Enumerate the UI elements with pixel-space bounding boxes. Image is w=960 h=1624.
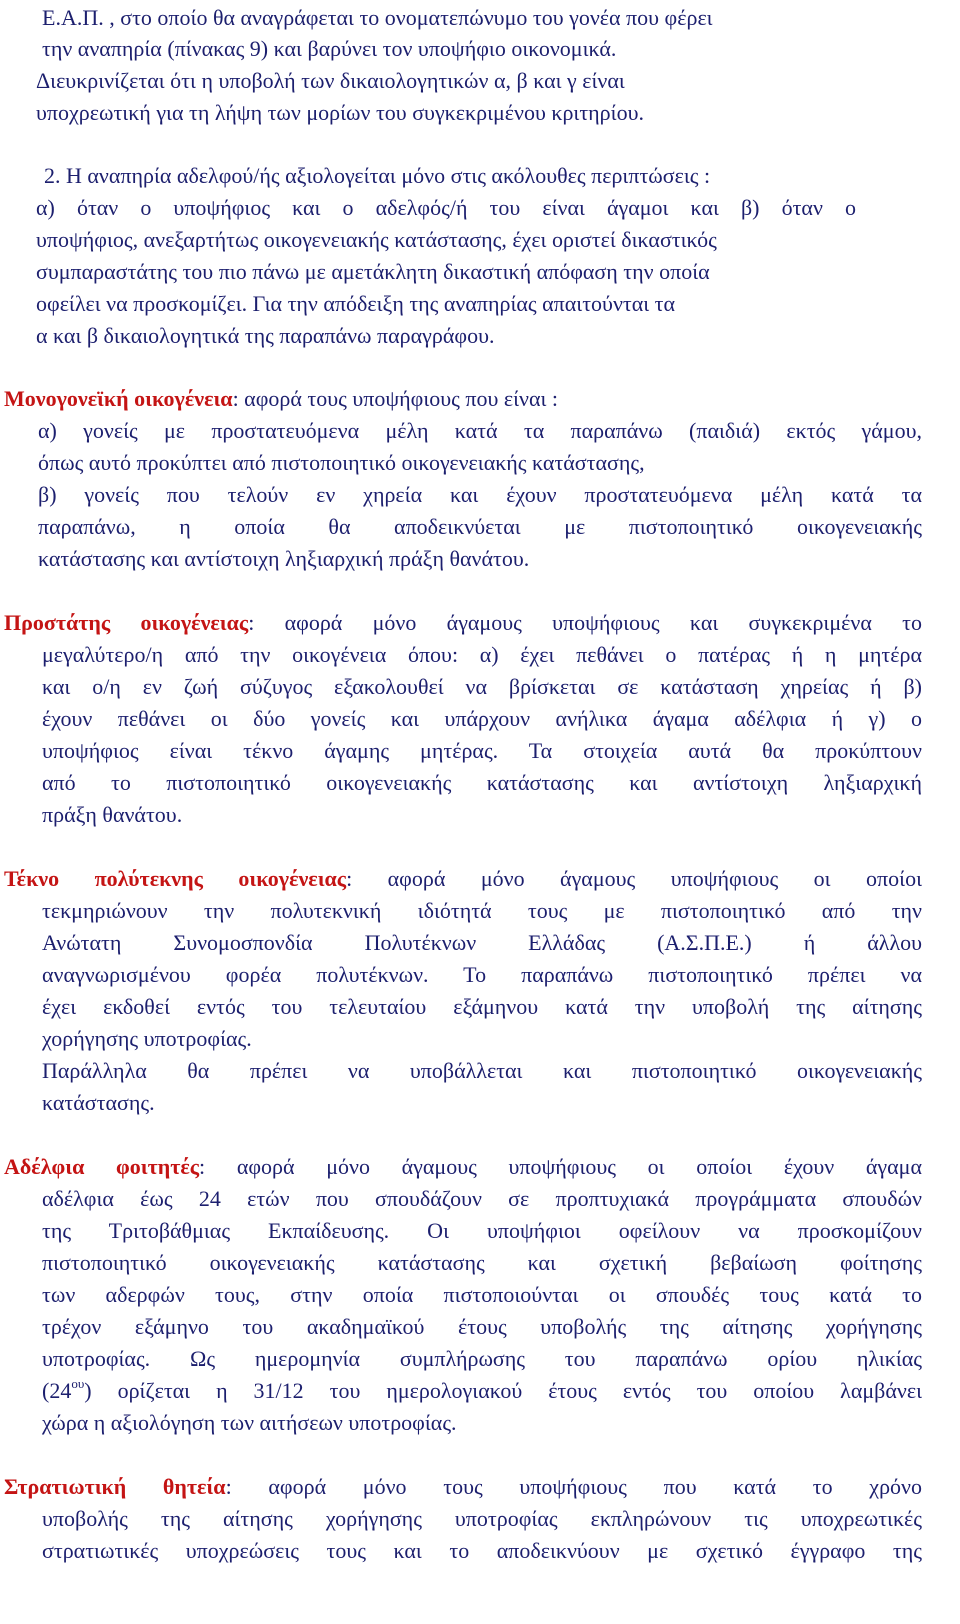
text-line: β) γονείς που τελούν εν χηρεία και έχουν προστατευόμενα μέλη κατά τα [38,482,922,507]
text-line: την αναπηρία (πίνακας 9) και βαρύνει τον υποψήφιο οικονομικά. [42,36,617,61]
section-first-line [4,1151,922,1183]
text-line: αναγνωρισμένου φορέα πολυτέκνων. Το παραπάνω πιστοποιητικό πρέπει να [42,962,922,987]
section-first-line [4,863,922,895]
section-intro-text: : αφορά μόνο άγαμους υποψήφιους οι οποίοι [346,866,922,891]
text-line: πράξη θανάτου. [42,802,183,827]
text-line: οφείλει να προσκομίζει. Για την απόδειξη της αναπηρίας απαιτούνται τα [36,291,676,316]
text-line: μεγαλύτερο/η από την οικογένεια όπου: α) έχει πεθάνει ο πατέρας ή η μητέρα [42,642,922,667]
text-line: 2. Η αναπηρία αδελφού/ής αξιολογείται μόνο στις ακόλουθες περιπτώσεις : [44,163,711,188]
text-line [42,1375,922,1407]
ordinal-superscript: ου [71,1375,85,1391]
text-line: α και β δικαιολογητικά της παραπάνω παραγράφου. [36,323,495,348]
section-intro-text: : αφορά τους υποψήφιους που είναι : [232,386,559,411]
text-line: συμπαραστάτης του πιο πάνω με αμετάκλητη δικαστική απόφαση την οποία [36,259,710,284]
section-intro-text: : αφορά μόνο άγαμους υποψήφιους και συγκεκριμένα το [248,610,922,635]
section-intro-text: : αφορά μόνο τους υποψήφιους που κατά το χρόνο [225,1474,923,1499]
text-line: υποψήφιος είναι τέκνο άγαμης μητέρας. Τα στοιχεία αυτά θα προκύπτουν [42,738,922,763]
text-line: Παράλληλα θα πρέπει να υποβάλλεται και πιστοποιητικό οικογενειακής [42,1058,922,1083]
text-line: όπως αυτό προκύπτει από πιστοποιητικό οικογενειακής κατάστασης, [38,450,645,475]
section-first-line [4,1471,922,1503]
text-line: της Τριτοβάθμιας Εκπαίδευσης. Οι υποψήφιοι οφείλουν να προσκομίζουν [42,1218,922,1243]
text-line: και ο/η εν ζωή σύζυγος εξακολουθεί να βρίσκεται σε κατάσταση χηρείας ή β) [42,674,922,699]
section-first-line [4,383,558,415]
section-intro-text: : αφορά μόνο άγαμους υποψήφιους οι οποίοι έχουν άγαμα [199,1154,922,1179]
section-heading: Τέκνο πολύτεκνης οικογένειας [4,866,347,891]
text-line: στρατιωτικές υποχρεώσεις τους και το αποδεικνύουν με σχετικό έγγραφο της [42,1538,922,1563]
text-line: έχει εκδοθεί εντός του τελευταίου εξάμηνου κατά την υποβολή της αίτησης [42,994,922,1019]
section-first-line [4,607,922,639]
text-line: κατάστασης. [42,1090,155,1115]
section-heading: Στρατιωτική θητεία [4,1474,226,1499]
text-line: υποτροφίας. Ως ημερομηνία συμπλήρωσης του παραπάνω ορίου ηλικίας [42,1346,922,1371]
section-heading: Προστάτης οικογένειας [4,610,249,635]
text-line: των αδερφών τους, στην οποία πιστοποιούνται οι σπουδές τους κατά το [42,1282,922,1307]
text-line: τρέχον εξάμηνο του ακαδημαϊκού έτους υποβολής της αίτησης χορήγησης [42,1314,922,1339]
text-line: υποβολής της αίτησης χορήγησης υποτροφίας εκπληρώνουν τις υποχρεωτικές [42,1506,922,1531]
section-heading: Αδέλφια φοιτητές [4,1154,200,1179]
text-line: κατάστασης και αντίστοιχη ληξιαρχική πράξη θανάτου. [38,546,530,571]
section-heading: Μονογονεϊκή οικογένεια [4,386,233,411]
text-line: Διευκρινίζεται ότι η υποβολή των δικαιολογητικών α, β και γ είναι [36,68,625,93]
text-line: υποψήφιος, ανεξαρτήτως οικογενειακής κατάστασης, έχει οριστεί δικαστικός [36,227,717,252]
text-line: από το πιστοποιητικό οικογενειακής κατάστασης και αντίστοιχη ληξιαρχική [42,770,922,795]
text-line: α) γονείς με προστατευόμενα μέλη κατά τα παραπάνω (παιδιά) εκτός γάμου, [38,418,922,443]
text-line: χορήγησης υποτροφίας. [42,1026,252,1051]
text-line: Ε.Α.Π. , στο οποίο θα αναγράφεται το ονοματεπώνυμο του γονέα που φέρει [42,5,713,30]
text-line: αδέλφια έως 24 ετών που σπουδάζουν σε προπτυχιακά προγράμματα σπουδών [42,1186,922,1211]
text-line: τεκμηριώνουν την πολυτεκνική ιδιότητά τους με πιστοποιητικό από την [42,898,922,923]
text-line: πιστοποιητικό οικογενειακής κατάστασης και σχετική βεβαίωση φοίτησης [42,1250,922,1275]
text-line: Ανώτατη Συνομοσπονδία Πολυτέκνων Ελλάδας (Α.Σ.Π.Ε.) ή άλλου [42,930,922,955]
text-line: χώρα η αξιολόγηση των αιτήσεων υποτροφίας. [42,1410,457,1435]
text-line: παραπάνω, η οποία θα αποδεικνύεται με πιστοποιητικό οικογενειακής [38,514,922,539]
text-line: έχουν πεθάνει οι δύο γονείς και υπάρχουν ανήλικα άγαμα αδέλφια ή γ) ο [42,706,922,731]
text-line: υποχρεωτική για τη λήψη των μορίων του συγκεκριμένου κριτηρίου. [36,100,644,125]
text-line: α) όταν ο υποψήφιος και ο αδελφός/ή του είναι άγαμοι και β) όταν ο [36,195,856,220]
age-limit-open: (24 [42,1378,72,1403]
age-limit-rest: ) ορίζεται η 31/12 του ημερολογιακού έτους εντός του οποίου λαμβάνει [84,1378,922,1403]
